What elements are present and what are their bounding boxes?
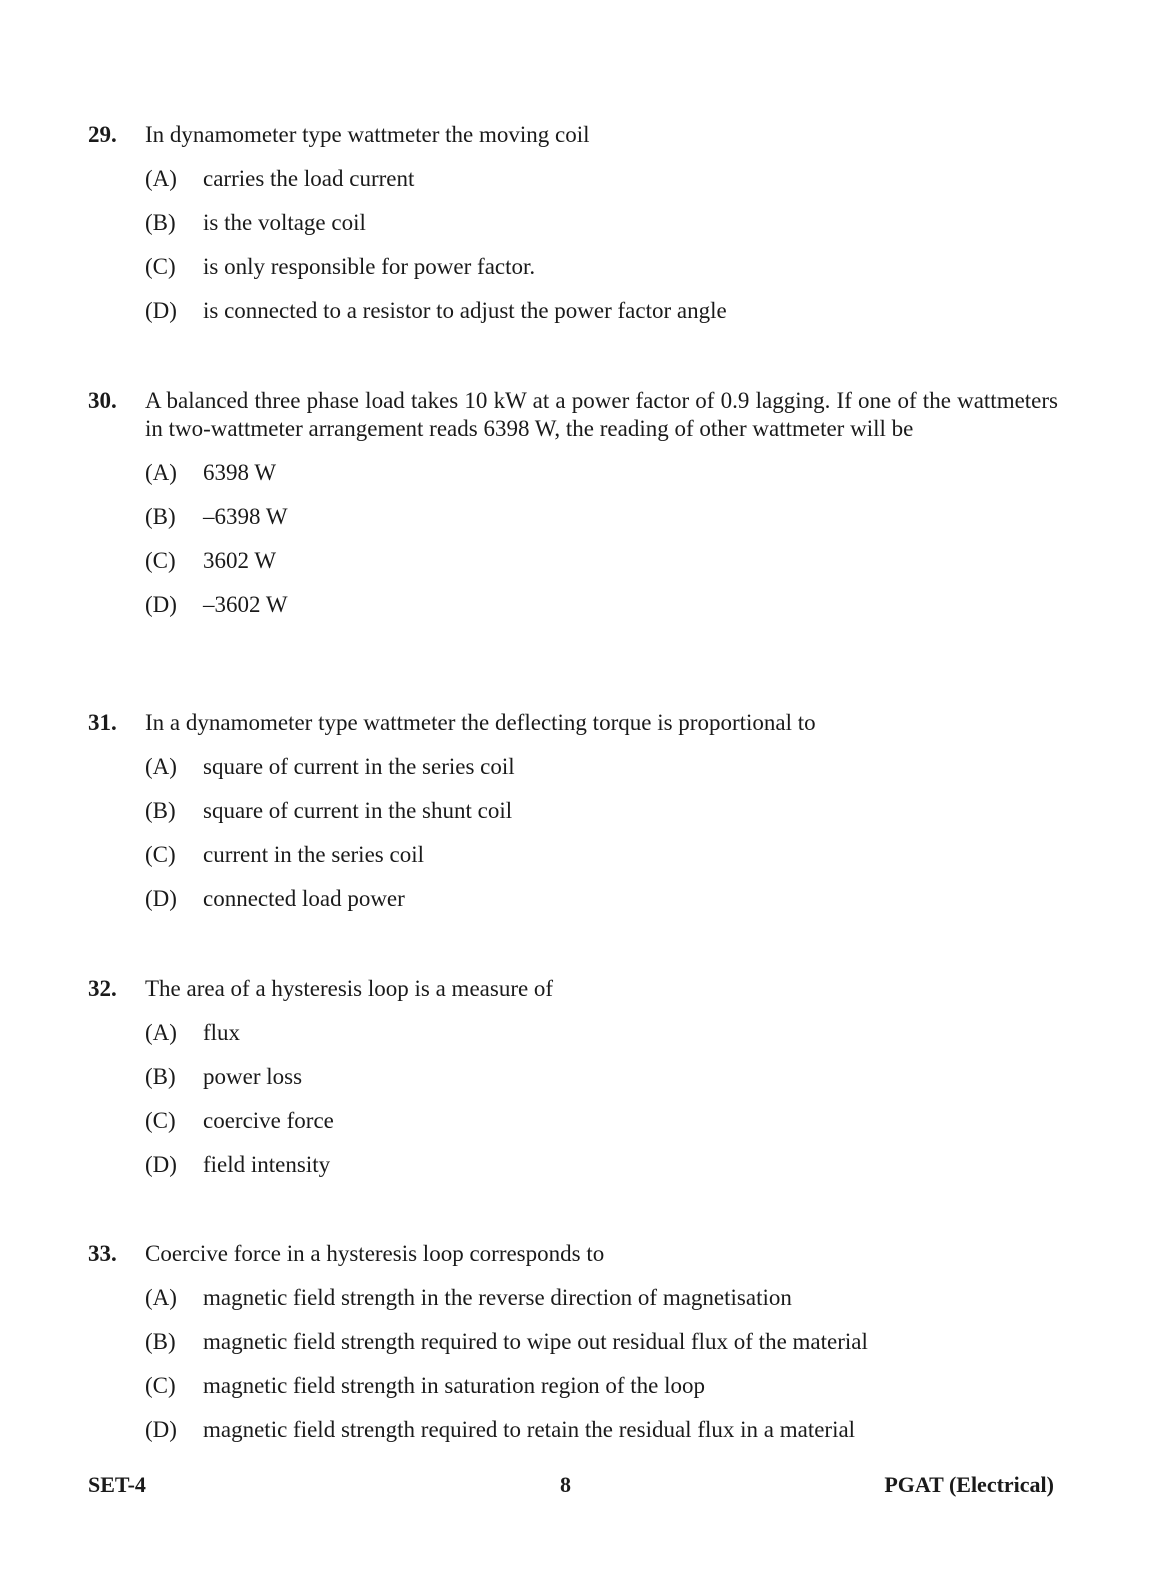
option-text: connected load power <box>203 886 405 911</box>
question-number: 33. <box>88 1241 117 1266</box>
option-d <box>145 885 1058 913</box>
option-a <box>145 165 1058 193</box>
option-label: (C) <box>145 1373 176 1398</box>
question-number: 32. <box>88 976 117 1001</box>
option-d <box>145 591 1058 619</box>
option-text: field intensity <box>203 1152 331 1177</box>
option-c <box>145 1107 1058 1135</box>
option-text: –3602 W <box>203 592 288 617</box>
option-c <box>145 1372 1058 1400</box>
page-footer <box>88 1472 1054 1500</box>
option-label: (D) <box>145 1417 177 1442</box>
question-number: 29. <box>88 122 117 147</box>
option-b <box>145 209 1058 237</box>
question-number: 31. <box>88 710 117 735</box>
option-label: (C) <box>145 548 176 573</box>
option-label: (B) <box>145 210 176 235</box>
option-c <box>145 253 1058 281</box>
option-d <box>145 1151 1058 1179</box>
option-text: is the voltage coil <box>203 210 366 235</box>
question-text: A balanced three phase load takes 10 kW at a power factor of 0.9 lagging. If one of the wattmeters in two-wattmeter arrangement reads 6398 W, the reading of other wattmeter will be <box>145 388 1058 441</box>
option-text: square of current in the series coil <box>203 754 515 779</box>
paper-title: PGAT (Electrical) <box>884 1472 1054 1497</box>
option-b <box>145 1328 1058 1356</box>
option-label: (C) <box>145 254 176 279</box>
option-text: coercive force <box>203 1108 334 1133</box>
option-c <box>145 841 1058 869</box>
option-text: square of current in the shunt coil <box>203 798 513 823</box>
question-29 <box>88 121 1058 325</box>
option-text: 3602 W <box>203 548 277 573</box>
option-text: is connected to a resistor to adjust the power factor angle <box>203 298 727 323</box>
option-label: (B) <box>145 798 176 823</box>
option-d <box>145 1416 1058 1444</box>
option-a <box>145 459 1058 487</box>
question-text: The area of a hysteresis loop is a measure of <box>145 976 554 1001</box>
option-text: magnetic field strength in saturation region of the loop <box>203 1373 706 1398</box>
question-33 <box>88 1240 1058 1444</box>
option-label: (D) <box>145 298 177 323</box>
option-d <box>145 297 1058 325</box>
option-label: (D) <box>145 1152 177 1177</box>
option-text: magnetic field strength required to wipe out residual flux of the material <box>203 1329 868 1354</box>
option-label: (B) <box>145 504 176 529</box>
option-text: flux <box>203 1020 241 1045</box>
option-label: (A) <box>145 1020 177 1045</box>
option-label: (A) <box>145 460 177 485</box>
option-a <box>145 1284 1058 1312</box>
set-code: SET-4 <box>88 1472 146 1497</box>
option-text: power loss <box>203 1064 303 1089</box>
option-label: (C) <box>145 1108 176 1133</box>
option-label: (D) <box>145 886 177 911</box>
option-text: –6398 W <box>203 504 288 529</box>
question-number: 30. <box>88 388 117 413</box>
option-text: 6398 W <box>203 460 277 485</box>
option-label: (B) <box>145 1329 176 1354</box>
option-text: is only responsible for power factor. <box>203 254 536 279</box>
option-label: (A) <box>145 166 177 191</box>
option-b <box>145 1063 1058 1091</box>
option-label: (C) <box>145 842 176 867</box>
option-text: magnetic field strength required to retain the residual flux in a material <box>203 1417 856 1442</box>
question-30 <box>88 387 1058 619</box>
question-text: In a dynamometer type wattmeter the deflecting torque is proportional to <box>145 710 816 735</box>
question-31 <box>88 709 1058 913</box>
option-label: (B) <box>145 1064 176 1089</box>
page-number: 8 <box>560 1472 571 1497</box>
option-label: (A) <box>145 754 177 779</box>
option-text: carries the load current <box>203 166 415 191</box>
question-text: In dynamometer type wattmeter the moving coil <box>145 122 590 147</box>
question-32 <box>88 975 1058 1179</box>
option-b <box>145 797 1058 825</box>
option-text: current in the series coil <box>203 842 424 867</box>
option-text: magnetic field strength in the reverse direction of magnetisation <box>203 1285 792 1310</box>
option-c <box>145 547 1058 575</box>
option-b <box>145 503 1058 531</box>
option-a <box>145 1019 1058 1047</box>
option-a <box>145 753 1058 781</box>
question-text: Coercive force in a hysteresis loop corresponds to <box>145 1241 605 1266</box>
option-label: (D) <box>145 592 177 617</box>
option-label: (A) <box>145 1285 177 1310</box>
